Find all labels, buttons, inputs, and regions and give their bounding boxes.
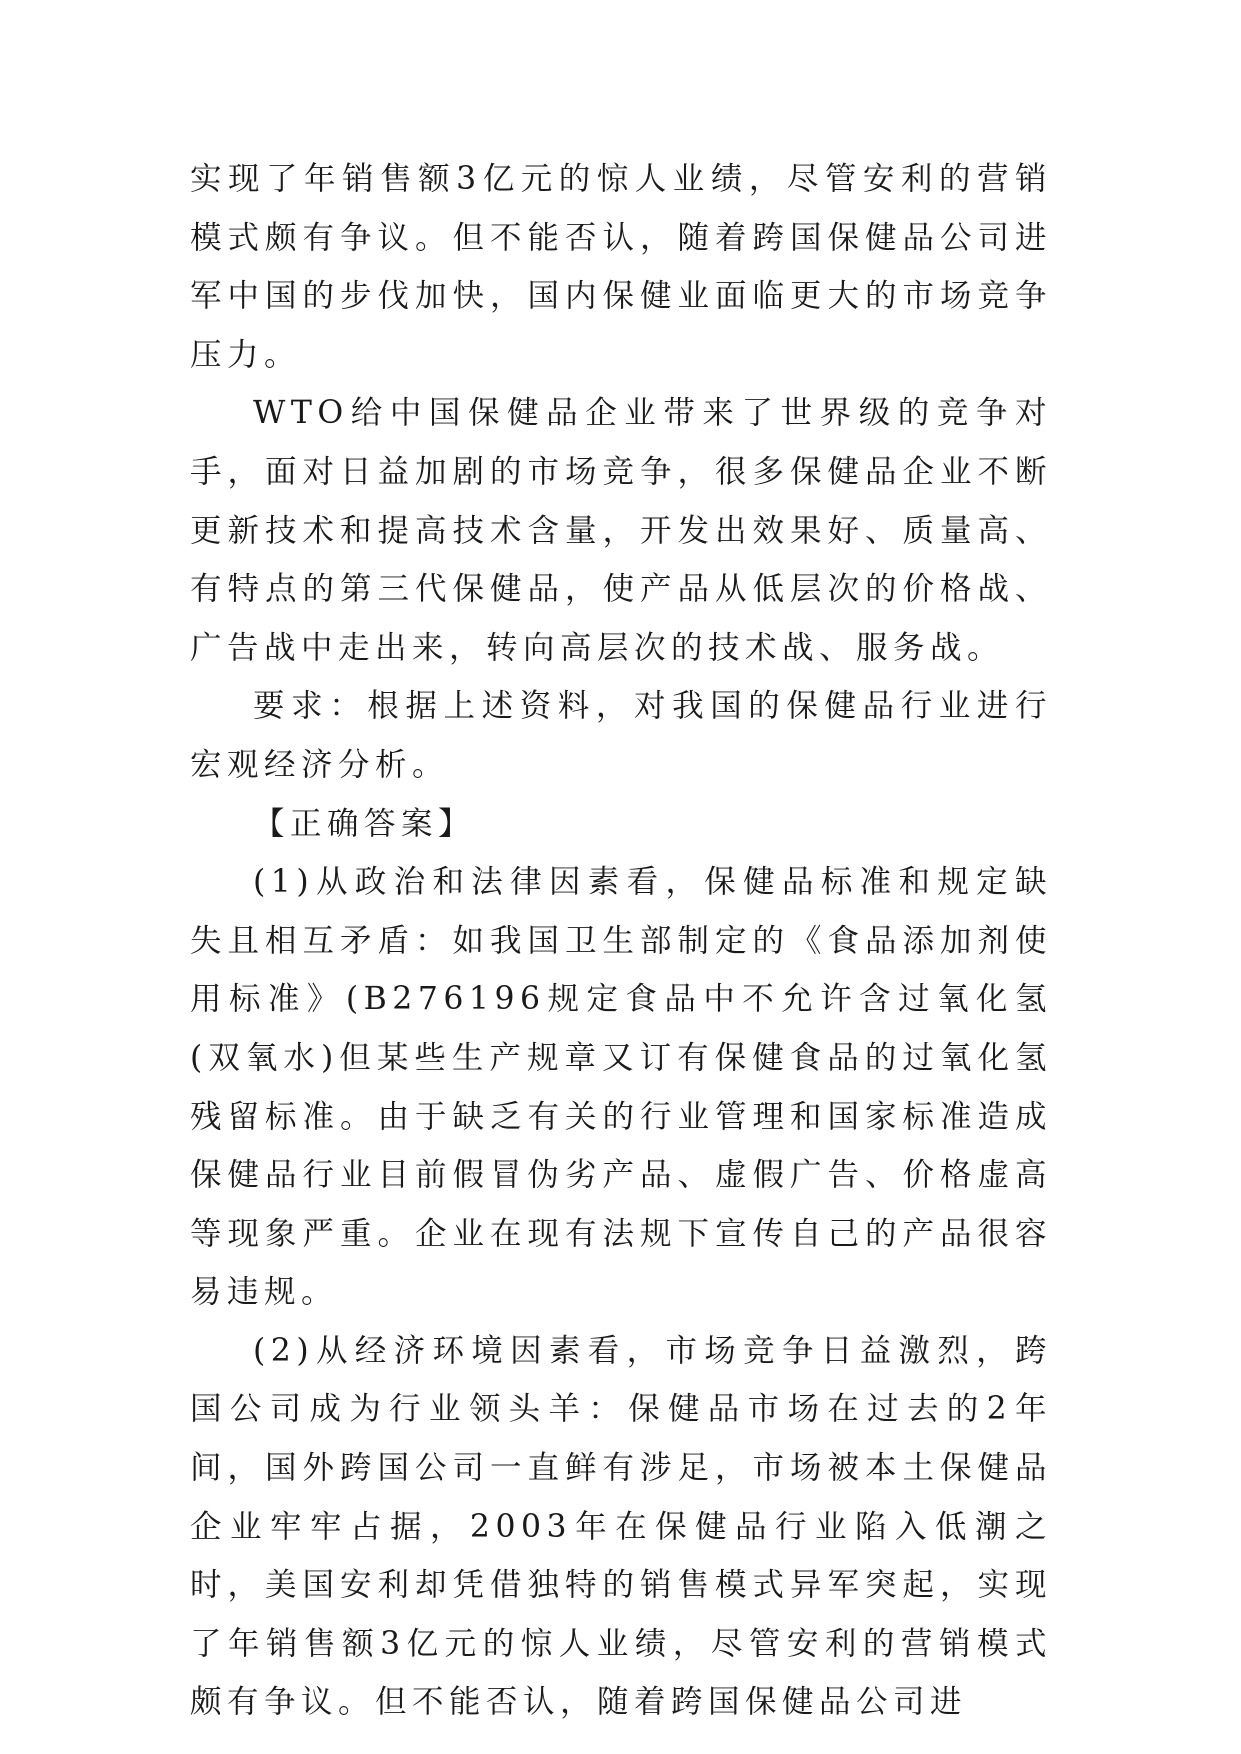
paragraph-requirement: 要求：根据上述资料，对我国的保健品行业进行宏观经济分析。 (190, 688, 1052, 783)
paragraph-answer-economic: (2)从经济环境因素看，市场竞争日益激烈，跨国公司成为行业领头羊：保健品市场在过去的2年间，国外跨国公司一直鲜有涉足，市场被本土保健品企业牢牢占据，2003年在保健品行业陷入低潮之时，美国安利却凭借独特的销售模式异军突起，实现了年销售额3亿元的惊人业绩，尽管安利的营销模式颇有争议。但不能否认，随着跨国保健品公司进 (190, 1332, 1052, 1721)
answer-heading: 【正确答案】 (253, 805, 476, 842)
paragraph-answer-political-legal: (1)从政治和法律因素看，保健品标准和规定缺失且相互矛盾：如我国卫生部制定的《食品添加剂使用标准》(B276196规定食品中不允许含过氧化氢(双氧水)但某些生产规章又订有保健食品的过氧化氢残留标准。由于缺乏有关的行业管理和国家标准造成保健品行业目前假冒伪劣产品、虚假广告、价格虚高等现象严重。企业在现有法规下宣传自己的产品很容易违规。 (190, 864, 1052, 1311)
paragraph-wto-competition: WTO给中国保健品企业带来了世界级的竞争对手，面对日益加剧的市场竞争，很多保健品企业不断更新技术和提高技术含量，开发出效果好、质量高、有特点的第三代保健品，使产品从低层次的价格战、广告战中走出来，转向高层次的技术战、服务战。 (190, 395, 1052, 666)
document-body (190, 150, 1052, 1732)
paragraph-continuation: 实现了年销售额3亿元的惊人业绩，尽管安利的营销模式颇有争议。但不能否认，随着跨国保健品公司进军中国的步伐加快，国内保健业面临更大的市场竞争压力。 (190, 161, 1052, 373)
